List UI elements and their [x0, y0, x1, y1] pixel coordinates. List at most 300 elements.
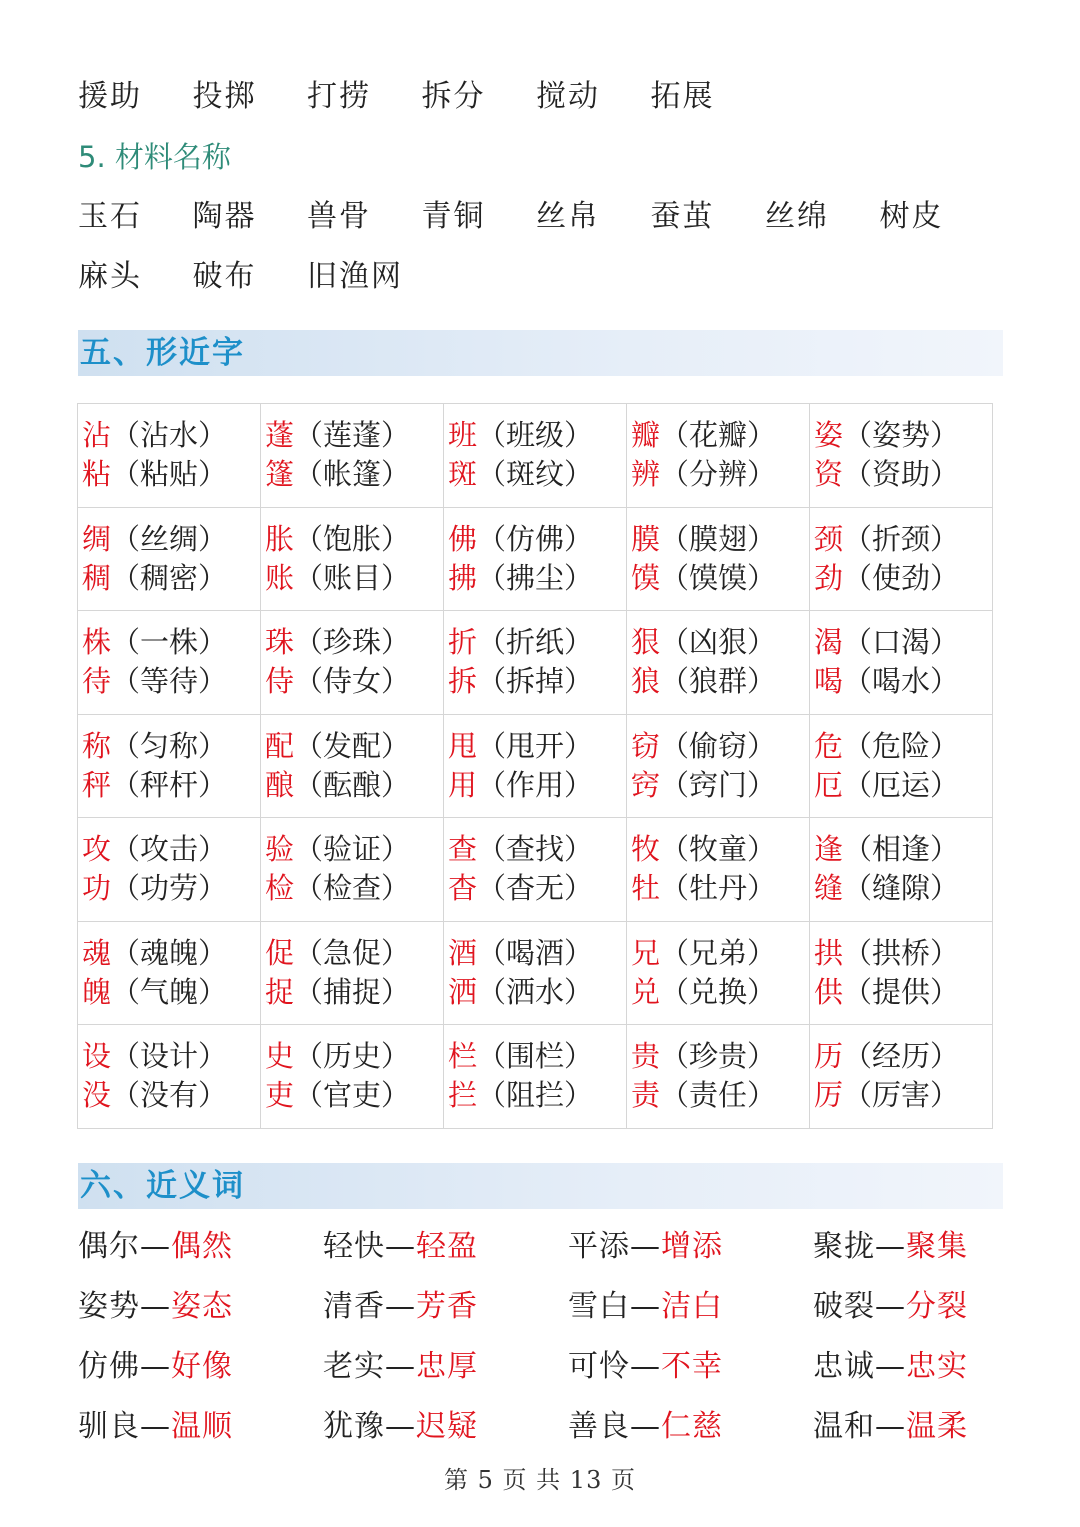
paren: ）: [564, 871, 594, 906]
example-word: 馍馍: [689, 560, 748, 595]
paren: ）: [198, 418, 228, 453]
paren: ）: [747, 457, 777, 492]
character: 拦: [448, 1078, 478, 1113]
paren: （: [843, 1078, 873, 1113]
word: 破布: [192, 259, 257, 294]
example-word: 珍贵: [689, 1039, 748, 1074]
paren: ）: [381, 625, 411, 660]
grid-cell: [444, 507, 627, 611]
word: 陶器: [192, 199, 257, 234]
grid-cell: [261, 714, 444, 818]
char-pair: [448, 973, 626, 1012]
paren: （: [477, 728, 507, 763]
materials-row-2: [78, 257, 422, 297]
synonym-pair: [78, 1407, 233, 1447]
character: 姿: [814, 418, 844, 453]
character: 窍: [631, 767, 661, 802]
paren: （: [111, 418, 141, 453]
example-word: 没有: [140, 1078, 199, 1113]
paren: ）: [198, 1078, 228, 1113]
paren: ）: [564, 418, 594, 453]
grid-cell: [78, 507, 261, 611]
char-pair: [82, 520, 260, 559]
paren: ）: [930, 974, 960, 1009]
paren: ）: [564, 974, 594, 1009]
example-word: 作用: [506, 767, 565, 802]
paren: （: [294, 728, 324, 763]
paren: ）: [198, 974, 228, 1009]
synonym-pair: [323, 1407, 478, 1447]
example-word: 珍珠: [323, 625, 382, 660]
char-pair: [814, 830, 992, 869]
word: 善良: [568, 1409, 630, 1444]
char-pair: [448, 1037, 626, 1076]
synonym-pair: [78, 1227, 233, 1267]
grid-cell: [627, 921, 810, 1025]
grid-cell: [78, 714, 261, 818]
example-word: 厉害: [872, 1078, 931, 1113]
grid-cell: [78, 1025, 261, 1129]
character: 秤: [82, 767, 112, 802]
paren: ）: [381, 418, 411, 453]
paren: ）: [747, 418, 777, 453]
grid-row: [78, 714, 993, 818]
paren: ）: [564, 625, 594, 660]
paren: ）: [381, 935, 411, 970]
example-word: 窍门: [689, 767, 748, 802]
paren: （: [843, 560, 873, 595]
character: 蓬: [265, 418, 295, 453]
example-word: 分辨: [689, 457, 748, 492]
paren: （: [294, 560, 324, 595]
character: 绸: [82, 521, 112, 556]
synonym-pair: [323, 1287, 478, 1327]
character: 狼: [631, 664, 661, 699]
synonym: 增添: [661, 1229, 723, 1264]
paren: （: [660, 457, 690, 492]
example-word: 设计: [140, 1039, 199, 1074]
char-pair: [631, 1037, 809, 1076]
char-pair: [631, 662, 809, 701]
word: 投掷: [192, 79, 257, 114]
word: 兽骨: [307, 199, 371, 234]
synonym-pair: [813, 1347, 968, 1387]
grid-cell: [261, 611, 444, 715]
word: 蚕茧: [650, 199, 715, 234]
dash: —: [385, 1409, 416, 1444]
character: 酒: [448, 935, 478, 970]
example-word: 粘贴: [140, 457, 199, 492]
character: 窃: [631, 728, 661, 763]
character: 株: [82, 625, 112, 660]
paren: （: [111, 664, 141, 699]
materials-row-1: [78, 197, 994, 237]
paren: （: [477, 935, 507, 970]
grid-row: [78, 1025, 993, 1129]
page-footer: 第 5 页 共 13 页: [444, 1466, 636, 1494]
char-pair: [814, 416, 992, 455]
example-word: 秤杆: [140, 767, 199, 802]
paren: ）: [381, 974, 411, 1009]
character: 稠: [82, 560, 112, 595]
paren: ）: [381, 728, 411, 763]
character: 供: [814, 974, 844, 1009]
paren: ）: [930, 560, 960, 595]
word: 丝绵: [765, 199, 829, 234]
example-word: 饱胀: [323, 521, 382, 556]
char-pair: [265, 934, 443, 973]
word: 温和: [813, 1409, 875, 1444]
paren: ）: [930, 767, 960, 802]
paren: （: [660, 832, 690, 867]
paren: （: [111, 935, 141, 970]
example-word: 等待: [140, 664, 199, 699]
character: 佛: [448, 521, 478, 556]
char-pair: [265, 455, 443, 494]
char-pair: [631, 766, 809, 805]
grid-row: [78, 404, 993, 508]
paren: ）: [564, 664, 594, 699]
dash: —: [140, 1289, 171, 1324]
paren: ）: [747, 871, 777, 906]
example-word: 缝隙: [872, 871, 931, 906]
char-pair: [814, 869, 992, 908]
synonym: 温柔: [906, 1409, 968, 1444]
word: 姿势: [78, 1289, 140, 1324]
paren: （: [294, 974, 324, 1009]
character: 颈: [814, 521, 844, 556]
example-word: 查找: [506, 832, 565, 867]
char-pair: [448, 520, 626, 559]
example-word: 稠密: [140, 560, 199, 595]
paren: （: [843, 832, 873, 867]
char-pair: [448, 869, 626, 908]
grid-cell: [78, 404, 261, 508]
dash: —: [875, 1409, 906, 1444]
word: 忠诚: [813, 1349, 875, 1384]
dash: —: [875, 1229, 906, 1264]
synonym: 温顺: [171, 1409, 233, 1444]
paren: （: [111, 1078, 141, 1113]
char-pair: [82, 766, 260, 805]
synonym-pair: [813, 1227, 968, 1267]
paren: ）: [381, 664, 411, 699]
example-word: 帐篷: [323, 457, 382, 492]
paren: ）: [381, 1039, 411, 1074]
paren: ）: [930, 1039, 960, 1074]
example-word: 拱桥: [872, 935, 931, 970]
grid-cell: [627, 404, 810, 508]
example-word: 杳无: [506, 871, 565, 906]
example-word: 喝酒: [506, 935, 565, 970]
grid-cell: [627, 714, 810, 818]
character: 设: [82, 1039, 112, 1074]
example-word: 花瓣: [689, 418, 748, 453]
character: 馍: [631, 560, 661, 595]
paren: ）: [747, 521, 777, 556]
paren: ）: [930, 871, 960, 906]
character: 缝: [814, 871, 844, 906]
character: 喝: [814, 664, 844, 699]
character: 攻: [82, 832, 112, 867]
grid-cell: [261, 818, 444, 922]
char-pair: [631, 1076, 809, 1115]
character: 牡: [631, 871, 661, 906]
character: 逢: [814, 832, 844, 867]
char-pair: [631, 559, 809, 598]
grid-cell: [261, 1025, 444, 1129]
paren: ）: [198, 521, 228, 556]
character: 没: [82, 1078, 112, 1113]
grid-row: [78, 818, 993, 922]
section-title: 五、形近字: [80, 335, 245, 371]
character: 侍: [265, 664, 295, 699]
word: 可怜: [568, 1349, 630, 1384]
char-pair: [631, 830, 809, 869]
word: 玉石: [78, 199, 142, 234]
example-word: 仿佛: [506, 521, 565, 556]
character: 兑: [631, 974, 661, 1009]
char-pair: [814, 934, 992, 973]
char-pair: [448, 623, 626, 662]
character: 责: [631, 1078, 661, 1113]
example-word: 魂魄: [140, 935, 199, 970]
grid-cell: [627, 507, 810, 611]
char-pair: [814, 727, 992, 766]
example-word: 牡丹: [689, 871, 748, 906]
paren: （: [660, 1039, 690, 1074]
example-word: 沾水: [140, 418, 199, 453]
top-word-row: [78, 77, 765, 117]
char-pair: [814, 662, 992, 701]
example-word: 一株: [140, 625, 199, 660]
character: 辨: [631, 457, 661, 492]
char-pair: [448, 662, 626, 701]
grid-cell: [627, 818, 810, 922]
character: 魄: [82, 974, 112, 1009]
character: 账: [265, 560, 295, 595]
example-word: 洒水: [506, 974, 565, 1009]
character: 拂: [448, 560, 478, 595]
paren: （: [477, 418, 507, 453]
character: 瓣: [631, 418, 661, 453]
grid-cell: [810, 507, 993, 611]
synonym: 忠实: [906, 1349, 968, 1384]
paren: ）: [930, 521, 960, 556]
materials-heading: 5. 材料名称: [78, 140, 231, 174]
synonym-pair: [323, 1227, 478, 1267]
char-pair: [448, 1076, 626, 1115]
synonym-pair: [813, 1287, 968, 1327]
grid-cell: [810, 611, 993, 715]
paren: ）: [381, 457, 411, 492]
char-pair: [448, 830, 626, 869]
word: 仿佛: [78, 1349, 140, 1384]
example-word: 发配: [323, 728, 382, 763]
example-word: 使劲: [872, 560, 931, 595]
example-word: 拆掉: [506, 664, 565, 699]
paren: （: [294, 521, 324, 556]
char-pair: [631, 934, 809, 973]
char-pair: [265, 727, 443, 766]
paren: ）: [564, 1078, 594, 1113]
paren: ）: [198, 871, 228, 906]
paren: （: [843, 1039, 873, 1074]
char-pair: [448, 455, 626, 494]
word: 树皮: [879, 199, 944, 234]
word: 丝帛: [536, 199, 600, 234]
grid-cell: [78, 611, 261, 715]
example-word: 捕捉: [323, 974, 382, 1009]
example-word: 相逢: [872, 832, 931, 867]
word: 旧渔网: [307, 259, 403, 294]
synonym: 迟疑: [416, 1409, 478, 1444]
word: 打捞: [307, 79, 371, 114]
paren: （: [477, 974, 507, 1009]
synonym-pair: [323, 1347, 478, 1387]
paren: （: [477, 560, 507, 595]
paren: ）: [198, 728, 228, 763]
paren: （: [660, 418, 690, 453]
paren: （: [477, 767, 507, 802]
example-word: 经历: [872, 1039, 931, 1074]
section-heading-5: [78, 330, 1003, 376]
character: 沾: [82, 418, 112, 453]
synonym: 分裂: [906, 1289, 968, 1324]
character: 厉: [814, 1078, 844, 1113]
word: 拓展: [650, 79, 715, 114]
word: 援助: [78, 79, 142, 114]
char-pair: [448, 559, 626, 598]
example-word: 功劳: [140, 871, 199, 906]
example-word: 危险: [872, 728, 931, 763]
character: 拆: [448, 664, 478, 699]
paren: ）: [930, 625, 960, 660]
char-pair: [448, 766, 626, 805]
char-pair: [631, 455, 809, 494]
example-word: 丝绸: [140, 521, 199, 556]
grid-cell: [444, 921, 627, 1025]
paren: ）: [747, 1078, 777, 1113]
dash: —: [385, 1229, 416, 1264]
paren: ）: [747, 974, 777, 1009]
dash: —: [630, 1289, 661, 1324]
char-pair: [265, 973, 443, 1012]
paren: ）: [564, 767, 594, 802]
synonym: 洁白: [661, 1289, 723, 1324]
character: 甩: [448, 728, 478, 763]
character: 验: [265, 832, 295, 867]
character: 胀: [265, 521, 295, 556]
char-pair: [82, 455, 260, 494]
paren: （: [843, 664, 873, 699]
synonym: 好像: [171, 1349, 233, 1384]
paren: ）: [198, 664, 228, 699]
char-pair: [814, 766, 992, 805]
character: 贵: [631, 1039, 661, 1074]
paren: ）: [747, 728, 777, 763]
paren: （: [111, 974, 141, 1009]
paren: ）: [747, 832, 777, 867]
character: 杳: [448, 871, 478, 906]
paren: ）: [381, 767, 411, 802]
char-pair: [82, 1037, 260, 1076]
example-word: 兑换: [689, 974, 748, 1009]
paren: ）: [564, 728, 594, 763]
synonym: 芳香: [416, 1289, 478, 1324]
character: 班: [448, 418, 478, 453]
paren: （: [477, 871, 507, 906]
synonym: 仁慈: [661, 1409, 723, 1444]
word: 搅动: [536, 79, 600, 114]
paren: （: [294, 1078, 324, 1113]
char-pair: [631, 416, 809, 455]
char-pair: [448, 727, 626, 766]
paren: ）: [381, 832, 411, 867]
example-word: 喝水: [872, 664, 931, 699]
word: 麻头: [78, 259, 142, 294]
char-pair: [631, 623, 809, 662]
grid-cell: [810, 1025, 993, 1129]
paren: （: [294, 832, 324, 867]
word: 拆分: [421, 79, 486, 114]
paren: （: [477, 832, 507, 867]
character: 兄: [631, 935, 661, 970]
paren: ）: [381, 521, 411, 556]
grid-row: [78, 921, 993, 1025]
character: 待: [82, 664, 112, 699]
paren: （: [660, 521, 690, 556]
example-word: 膜翅: [689, 521, 748, 556]
word: 青铜: [421, 199, 486, 234]
grid-cell: [444, 404, 627, 508]
character: 渴: [814, 625, 844, 660]
char-pair: [82, 830, 260, 869]
example-word: 莲蓬: [323, 418, 382, 453]
paren: （: [843, 728, 873, 763]
char-pair: [814, 1076, 992, 1115]
paren: ）: [198, 457, 228, 492]
paren: （: [843, 457, 873, 492]
paren: （: [294, 664, 324, 699]
paren: ）: [747, 625, 777, 660]
example-word: 气魄: [140, 974, 199, 1009]
paren: （: [477, 457, 507, 492]
paren: （: [294, 457, 324, 492]
char-pair: [814, 1037, 992, 1076]
paren: （: [660, 767, 690, 802]
word: 聚拢: [813, 1229, 875, 1264]
example-word: 班级: [506, 418, 565, 453]
paren: （: [294, 1039, 324, 1074]
grid-cell: [444, 611, 627, 715]
paren: （: [660, 974, 690, 1009]
grid-cell: [810, 404, 993, 508]
paren: （: [111, 560, 141, 595]
paren: ）: [747, 560, 777, 595]
synonym: 忠厚: [416, 1349, 478, 1384]
character: 魂: [82, 935, 112, 970]
char-pair: [82, 559, 260, 598]
grid-cell: [444, 1025, 627, 1129]
paren: （: [477, 1039, 507, 1074]
dash: —: [140, 1229, 171, 1264]
paren: （: [111, 871, 141, 906]
paren: （: [294, 418, 324, 453]
character: 功: [82, 871, 112, 906]
character: 吏: [265, 1078, 295, 1113]
example-word: 厄运: [872, 767, 931, 802]
